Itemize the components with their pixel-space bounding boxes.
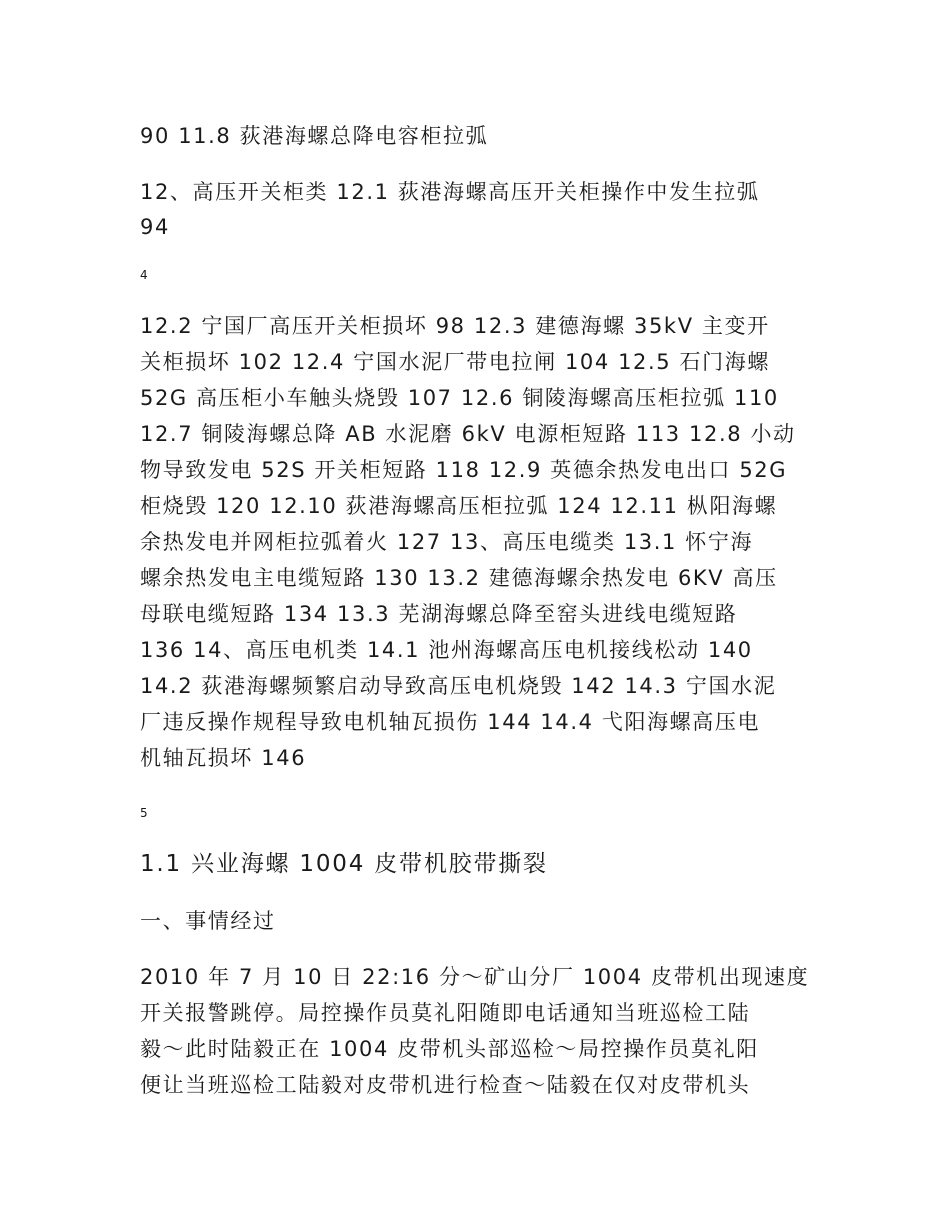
toc-line: 94 — [140, 215, 170, 239]
toc-line: 12.2 宁国厂高压开关柜损坏 98 12.3 建德海螺 35kV 主变开 — [140, 314, 770, 338]
toc-line: 厂违反操作规程导致电机轴瓦损伤 144 14.4 弋阳海螺高压电 — [140, 710, 761, 734]
toc-line: 136 14、高压电机类 14.1 池州海螺高压电机接线松动 140 — [140, 638, 753, 662]
body-line: 毅～此时陆毅正在 1004 皮带机头部巡检～局控操作员莫礼阳 — [140, 1037, 759, 1061]
body-line: 开关报警跳停。局控操作员莫礼阳随即电话通知当班巡检工陆 — [140, 1001, 751, 1025]
toc-line: 52G 高压柜小车触头烧毁 107 12.6 铜陵海螺高压柜拉弧 110 — [140, 386, 779, 410]
toc-line: 机轴瓦损坏 146 — [140, 746, 307, 770]
toc-line: 母联电缆短路 134 13.3 芜湖海螺总降至窑头进线电缆短路 — [140, 602, 738, 626]
toc-line: 物导致发电 52S 开关柜短路 118 12.9 英德余热发电出口 52G — [140, 458, 788, 482]
toc-line: 螺余热发电主电缆短路 130 13.2 建德海螺余热发电 6KV 高压 — [140, 566, 778, 590]
toc-line: 90 11.8 荻港海螺总降电容柜拉弧 — [140, 124, 489, 148]
toc-line: 余热发电并网柜拉弧着火 127 13、高压电缆类 13.1 怀宁海 — [140, 530, 754, 554]
toc-line: 12.7 铜陵海螺总降 AB 水泥磨 6kV 电源柜短路 113 12.8 小动 — [140, 422, 796, 446]
body-line: 便让当班巡检工陆毅对皮带机进行检查～陆毅在仅对皮带机头 — [140, 1073, 751, 1097]
toc-line: 关柜损坏 102 12.4 宁国水泥厂带电拉闸 104 12.5 石门海螺 — [140, 350, 770, 374]
toc-line: 12、高压开关柜类 12.1 荻港海螺高压开关柜操作中发生拉弧 — [140, 180, 760, 204]
toc-line: 柜烧毁 120 12.10 荻港海螺高压柜拉弧 124 12.11 枞阳海螺 — [140, 494, 778, 518]
toc-line: 14.2 荻港海螺频繁启动导致高压电机烧毁 142 14.3 宁国水泥 — [140, 674, 777, 698]
article-title: 1.1 兴业海螺 1004 皮带机胶带撕裂 — [140, 851, 548, 877]
section-heading: 一、事情经过 — [140, 909, 276, 933]
page-number: 4 — [140, 268, 148, 282]
page-number: 5 — [140, 806, 148, 820]
body-line: 2010 年 7 月 10 日 22:16 分～矿山分厂 1004 皮带机出现速度 — [140, 965, 810, 989]
